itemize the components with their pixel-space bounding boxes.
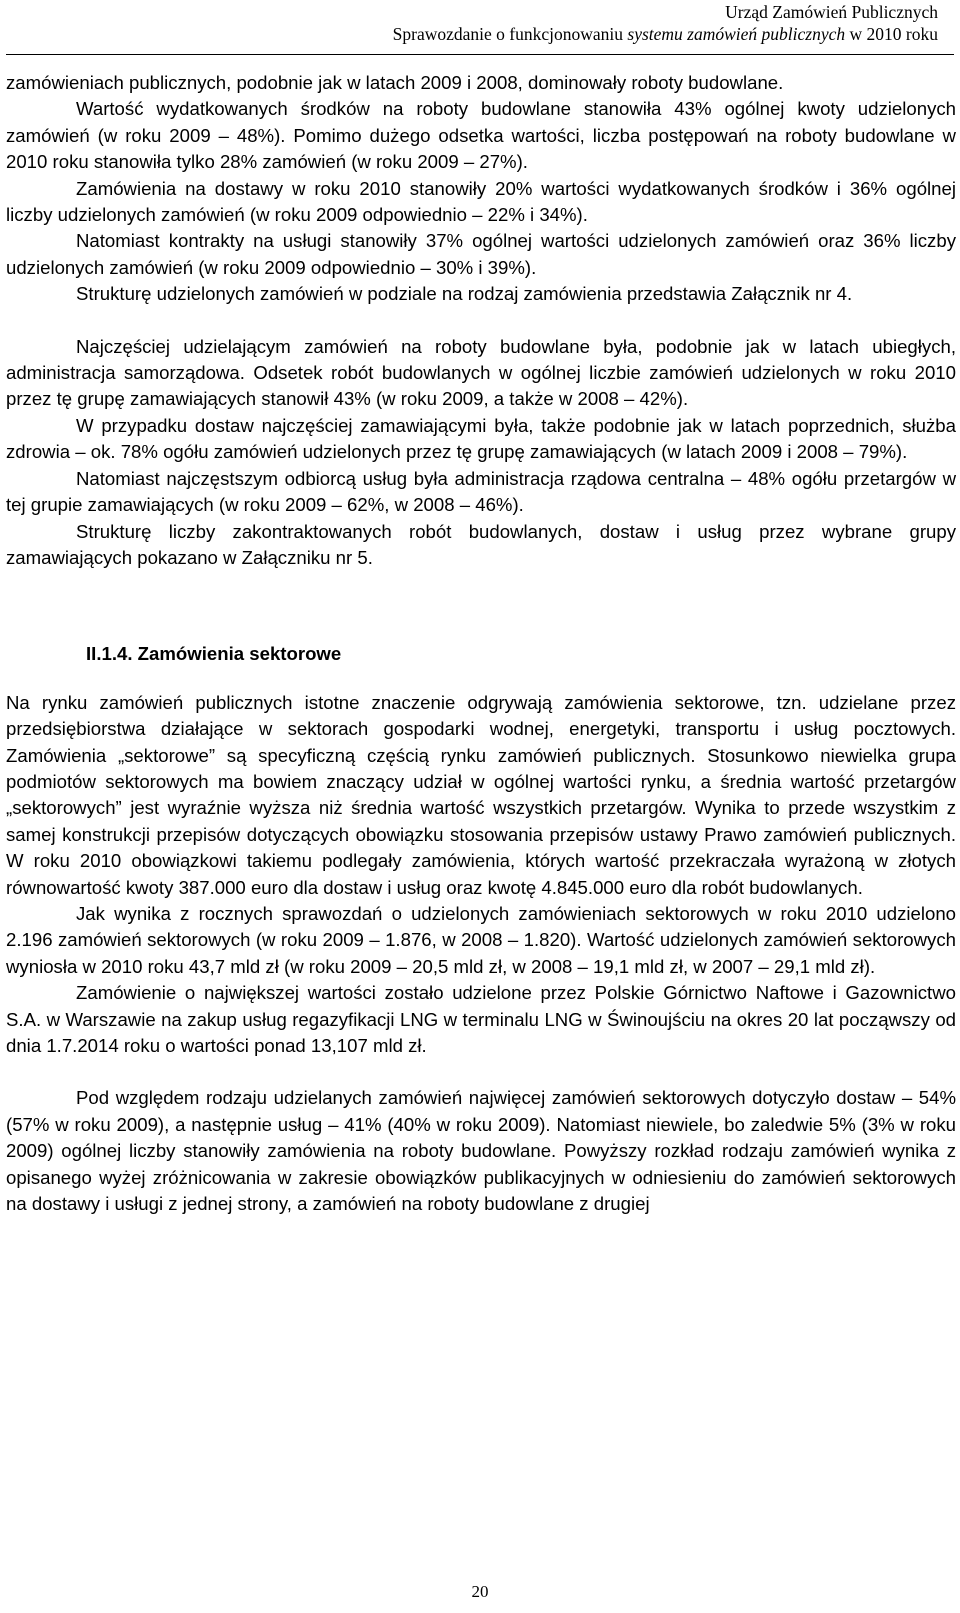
spacer <box>6 668 956 690</box>
paragraph-12: Zamówienie o największej wartości zostało udzielone przez Polskie Górnictwo Naftowe i Gazownictwo S.A. w Warszawie na zakup usług regazyfikacji LNG w terminalu LNG w Świnoujściu na okres 20 lat począwszy od dnia 1.7.2014 roku o wartości ponad 13,107 mld zł. <box>6 982 956 1056</box>
paragraph-8: Natomiast najczęstszym odbiorcą usług była administracja rządowa centralna – 48% ogółu przetargów w tej grupie zamawiających (w roku 2009 – 62%, w 2008 – 46%). <box>6 467 956 516</box>
document-body <box>6 70 956 1217</box>
paragraph-7: W przypadku dostaw najczęściej zamawiającymi była, także podobnie jak w latach poprzednich, służba zdrowia – ok. 78% ogółu zamówień udzielonych przez tę grupę zamawiających (w latach 2009 i 2008 – 79%). <box>6 414 956 463</box>
spacer <box>6 623 956 641</box>
paragraph-2: Wartość wydatkowanych środków na roboty budowlane stanowiła 43% ogólnej kwoty udzielonych zamówień (w roku 2009 – 48%). Pomimo dużego odsetka wartości, liczba postępowań na roboty budowlane w 2010 roku stanowiła tylko 28% zamówień (w roku 2009 – 27%). <box>6 98 956 173</box>
page-number: 20 <box>471 1582 489 1601</box>
section-heading: II.1.4. Zamówienia sektorowe <box>86 643 342 665</box>
paragraph-9: Strukturę liczby zakontraktowanych robót budowlanych, dostaw i usług przez wybrane grupy zamawiających pokazano w Załączniku nr 5. <box>6 520 956 568</box>
paragraph-10: Na rynku zamówień publicznych istotne znaczenie odgrywają zamówienia sektorowe, tzn. udzielane przez przedsiębiorstwa działające w sektorach gospodarki wodnej, energetyki, transportu i usług pocztowych. Zamówienia „sektorowe” są specyficzną częścią rynku zamówień publicznych. Stosunkowo niewielka grupa podmiotów sektorowych ma bowiem znaczący udział w ogólnej wartości rynku, a średnia wartość przetargów „sektorowych” jest wyraźnie wyższa niż średnia wartość wszystkich przetargów. Wynika to przede wszystkim z samej konstrukcji przepisów dotyczących obowiązku stosowania przepisów ustawy Prawo zamówień publicznych. W roku 2010 obowiązkowi takiemu podlegały zamówienia, których wartość przekraczała wyrażoną w złotych równowartość kwoty 387.000 euro dla dostaw i usług oraz kwotę 4.845.000 euro dla robót budowlanych. <box>6 691 956 898</box>
header-divider <box>6 54 954 55</box>
paragraph-5: Strukturę udzielonych zamówień w podziale na rodzaj zamówienia przedstawia Załącznik nr 4. <box>76 283 853 305</box>
spacer <box>6 571 956 623</box>
header-institution: Urząd Zamówień Publicznych <box>725 2 938 22</box>
paragraph-1: zamówieniach publicznych, podobnie jak w latach 2009 i 2008, dominowały roboty budowlane. <box>6 72 784 93</box>
spacer <box>6 1059 956 1085</box>
paragraph-4: Natomiast kontrakty na usługi stanowiły 37% ogólnej wartości udzielonych zamówień oraz 36% liczby udzielonych zamówień (w roku 2009 odpowiednio – 30% i 39%). <box>6 230 956 278</box>
header-report-title <box>393 24 938 45</box>
header-title-part1: Sprawozdanie o funkcjonowaniu <box>392 24 628 44</box>
paragraph-11: Jak wynika z rocznych sprawozdań o udzielonych zamówieniach sektorowych w roku 2010 udzielono 2.196 zamówień sektorowych (w roku 2009 – 1.876, w 2008 – 1.820). Wartość udzielonych zamówień sektorowych wyniosła w 2010 roku 43,7 mld zł (w roku 2009 – 20,5 mld zł, w 2008 – 19,1 mld zł, w 2007 – 29,1 mld zł). <box>6 902 956 977</box>
paragraph-13: Pod względem rodzaju udzielanych zamówień najwięcej zamówień sektorowych dotyczyło dostaw – 54% (57% w roku 2009), a następnie usług – 41% (40% w roku 2009). Natomiast niewiele, bo zaledwie 5% (3% w roku 2009) ogólnej liczby stanowiły zamówienia na roboty budowlane. Powyższy rozkład rodzaju zamówień wynika z opisanego wyżej zróżnicowania w zakresie obowiązków publikacyjnych w odniesieniu do zamówień sektorowych na dostawy i usługi z jednej strony, a zamówień na roboty budowlane z drugiej <box>6 1087 956 1215</box>
header-title-italic: systemu zamówień publicznych <box>627 24 846 44</box>
page-header <box>0 0 960 56</box>
paragraph-3: Zamówienia na dostawy w roku 2010 stanowiły 20% wartości wydatkowanych środków i 36% ogólnej liczby udzielonych zamówień (w roku 2009 odpowiednio – 22% i 34%). <box>6 177 956 226</box>
spacer <box>6 308 956 334</box>
header-title-part2: w 2010 roku <box>845 24 938 44</box>
paragraph-6: Najczęściej udzielającym zamówień na roboty budowlane była, podobnie jak w latach ubiegłych, administracja samorządowa. Odsetek robót budowlanych w ogólnej liczbie zamówień udzielonych w roku 2010 przez tę grupę zamawiających stanowił 43% (w roku 2009, a także w 2008 – 42%). <box>6 335 956 410</box>
